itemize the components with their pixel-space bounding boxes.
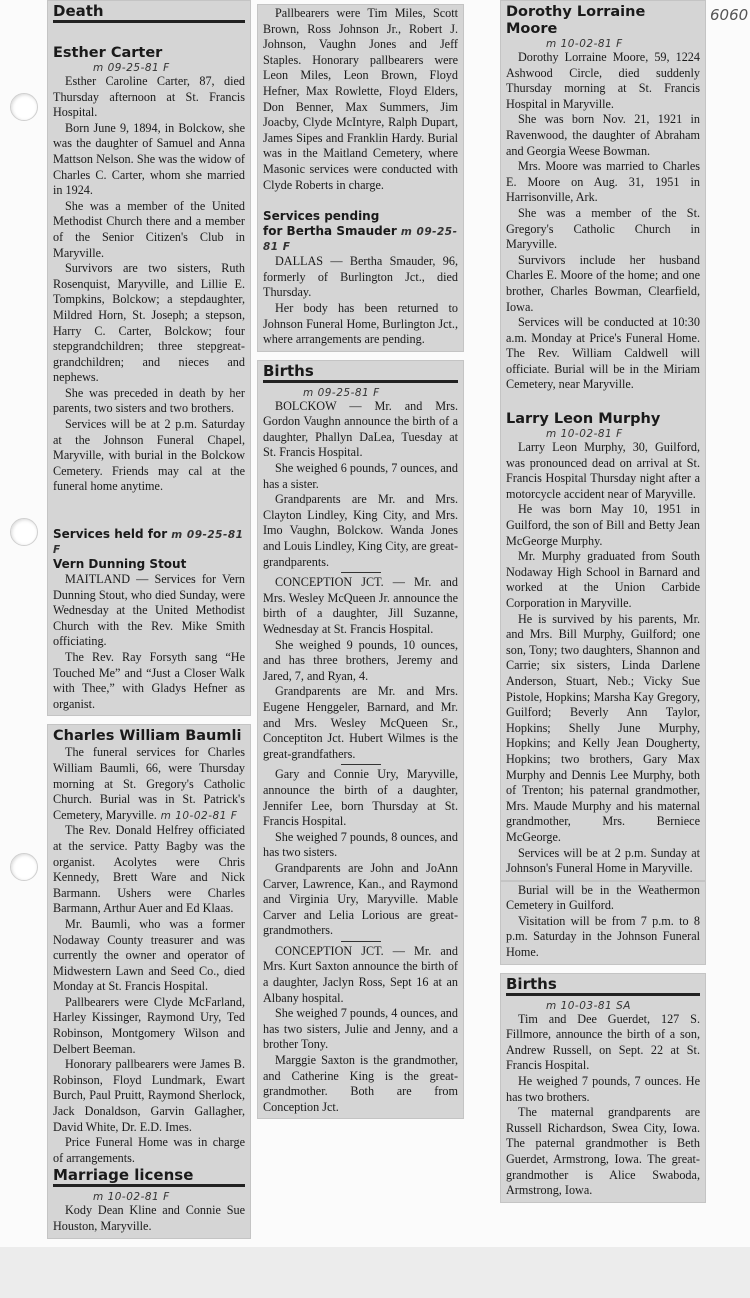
article-paragraph bbox=[263, 492, 458, 570]
article-paragraph bbox=[53, 386, 245, 417]
text: Births bbox=[263, 361, 314, 380]
section-header bbox=[506, 975, 700, 996]
text: Survivors are two sisters, Ruth Rosenquist, Maryville, and Lillie E. Tompkins, Bolckow; a stepdaughter, Mildred Horn, St. Joseph; a stepson, Harry C. Carter, Bolckow; four stepgrandchildren; three stepgreat-grandchildren; and nieces and nephews. bbox=[53, 261, 245, 385]
article-paragraph bbox=[53, 261, 245, 386]
punch-hole bbox=[10, 93, 38, 121]
text: She weighed 9 pounds, 10 ounces, and has three brothers, Jeremy and Jared, 7, and Ryan, 4. bbox=[263, 637, 458, 683]
text: Services will be conducted at 10:30 a.m. Monday at Price's Funeral Home. The Rev. William Caldwell will officiate. Burial will be in the Miriam Cemetery, near Maryville. bbox=[506, 315, 700, 392]
text: Her body has been returned to Johnson Funeral Home, Burlington Jct., where arrangements are pending. bbox=[263, 300, 458, 347]
obituary-title bbox=[53, 45, 245, 62]
separator-rule bbox=[341, 941, 381, 942]
clipping-stout-continued bbox=[257, 4, 464, 352]
article-paragraph bbox=[53, 1057, 245, 1135]
separator-rule bbox=[341, 572, 381, 573]
text: m 09-25-81 F bbox=[303, 386, 380, 399]
text: The funeral services for Charles William Baumli, 66, were Thursday morning at St. Gregory's Catholic Church. Burial was in St. Patrick's Cemetery, Maryville. bbox=[53, 745, 245, 822]
text: He weighed 7 pounds, 7 ounces. He has two brothers. bbox=[506, 1074, 700, 1104]
text: m 10-02-81 F bbox=[93, 1191, 170, 1204]
obituary-subhead bbox=[263, 209, 458, 224]
spacer bbox=[53, 511, 245, 527]
text: Burial will be in the Weathermon Cemetery in Guilford. bbox=[506, 882, 700, 913]
text: Honorary pallbearers were James B. Robinson, Floyd Lundmark, Ewart Burch, Paul Pruitt, Raymond Sherlock, Jack Donaldson, Garvin Gallagher, David White, Dr. E.D. Imes. bbox=[53, 1057, 245, 1134]
section-header bbox=[263, 362, 458, 383]
article-paragraph bbox=[53, 650, 245, 712]
obituary-subhead bbox=[53, 557, 245, 572]
text: m 10-02-81 F bbox=[546, 428, 623, 441]
text: Mr. Murphy graduated from South Nodaway High School in Barnard and worked at the Union Carbide Corporation in Maryville. bbox=[506, 549, 700, 610]
article-paragraph bbox=[506, 1105, 700, 1199]
text: She was a member of the St. Gregory's Catholic Church in Maryville. bbox=[506, 205, 700, 252]
text: Pallbearers were Clyde McFarland, Harley Kissinger, Raymond Ury, Ted Robinson, Montgomery Wilson and Delbert Beeman. bbox=[53, 994, 245, 1056]
text: Marriage license bbox=[53, 1166, 194, 1185]
text: Marggie Saxton is the grandmother, and Catherine King is the great-grandmother. Both are from Conception Jct. bbox=[263, 1053, 458, 1114]
separator-rule bbox=[341, 764, 381, 765]
middle-column bbox=[257, 0, 464, 1119]
article-paragraph bbox=[506, 914, 700, 961]
handwritten-note bbox=[506, 428, 700, 440]
text: He was born May 10, 1951 in Guilford, the son of Bill and Betty Jean McGeorge Murphy. bbox=[506, 502, 700, 548]
article-paragraph bbox=[53, 572, 245, 650]
text: Services held for bbox=[53, 527, 168, 542]
text: Services pending bbox=[263, 209, 380, 224]
text: Kody Dean Kline and Connie Sue Houston, Maryville. bbox=[53, 1203, 245, 1233]
punch-hole bbox=[10, 853, 38, 881]
article-paragraph bbox=[506, 612, 700, 846]
article-paragraph bbox=[506, 1074, 700, 1105]
article-paragraph bbox=[263, 575, 458, 637]
text: The maternal grandparents are Russell Richardson, Swea City, Iowa. The paternal grandmother is Beth Guerdet, Armstrong, Iowa. The great-grandmother is Alice Swaboda, Armstrong, Iowa. bbox=[506, 1105, 700, 1198]
text: The Rev. Donald Helfrey officiated at the service. Patty Bagby was the organist. Acolytes were Chris Kennedy, Brett Ware and Nick Barmann. Ushers were Charles Barmann, Arthur Auer and Ed Klaas. bbox=[53, 823, 245, 916]
handwritten-note: m 10-02-81 F bbox=[156, 809, 238, 822]
obituary-title bbox=[53, 728, 245, 745]
handwritten-note bbox=[506, 38, 700, 50]
page-bottom-band bbox=[0, 1247, 750, 1298]
text: DALLAS — Bertha Smauder, 96, formerly of Burlington Jct., died Thursday. bbox=[263, 254, 458, 300]
text: Gary and Connie Ury, Maryville, announce the birth of a daughter, Jennifer Lee, born Thursday at St. Francis Hospital. bbox=[263, 767, 458, 829]
text: Esther Caroline Carter, 87, died Thursday afternoon at St. Francis Hospital. bbox=[53, 74, 245, 120]
text: Mr. Baumli, who was a former Nodaway County treasurer and was currently the owner and operator of Midwestern Lawn and Seed Co., died Monday at St. Francis Hospital. bbox=[53, 916, 245, 994]
article-paragraph bbox=[53, 745, 245, 823]
article-paragraph bbox=[263, 1053, 458, 1115]
text: Dorothy Lorraine Moore bbox=[506, 4, 646, 37]
text: CONCEPTION JCT. — Mr. and Mrs. Kurt Saxton announce the birth of a daughter, Jaclyn Ross, Sept 16 at an Albany hospital. bbox=[263, 943, 458, 1005]
text: She weighed 7 pounds, 8 ounces, and has two sisters. bbox=[263, 829, 458, 860]
article-paragraph bbox=[53, 917, 245, 995]
handwritten-note: m 09-25-81 F bbox=[263, 226, 458, 254]
text: Mrs. Moore was married to Charles E. Moore on Aug. 31, 1951 in Harrisonville, Ark. bbox=[506, 159, 700, 205]
text: Services will be at 2 p.m. Saturday at the Johnson Funeral Chapel, Maryville, with burial in the Bolckow Cemetery. Friends may cal at the funeral home anytime. bbox=[53, 417, 245, 494]
text: Grandparents are Mr. and Mrs. Clayton Lindley, King City, and Mrs. Imo Vaughn, Bolckow. Wanda Jones and Louis Lindley, King City, are great-grandparents. bbox=[263, 492, 458, 569]
text: Visitation will be from 7 p.m. to 8 p.m. Saturday in the Johnson Funeral Home. bbox=[506, 913, 700, 960]
article-paragraph bbox=[263, 399, 458, 461]
text: She weighed 6 pounds, 7 ounces, and has a sister. bbox=[263, 461, 458, 491]
text: He is survived by his parents, Mr. and Mrs. Bill Murphy, Guilford; one son, Tony; two daughters, Shannon and Carrie; six sisters, Linda Darlene Anderson, Stuart, Neb.; Vicky Sue Pistole, Hopkins; Marsha Kay Gregory, Guilford; Beverly Ann Taylor, Hopkins; Shelly June Murphy, Hopkins; and Kelly Jean Dougherty, Hopkins; two brothers, Gary Max Murphy and Dennis Lee Murphy, both of Trenton; his paternal grandmother, Mrs. Maude Murphy and his maternal grandmother, Mrs. Berniece McGeorge. bbox=[506, 611, 700, 844]
text: MAITLAND — Services for Vern Dunning Stout, who died Sunday, were Wednesday at the United Methodist Church with the Rev. Mike Smith officiating. bbox=[53, 572, 245, 649]
obituary-title bbox=[506, 4, 700, 38]
article-paragraph bbox=[263, 1006, 458, 1053]
article-paragraph bbox=[506, 50, 700, 112]
clipping-murphy-continued bbox=[500, 881, 706, 965]
text: BOLCKOW — Mr. and Mrs. Gordon Vaughn announce the birth of a daughter, Phallyn DaLea, Tuesday at St. Francis Hospital. bbox=[263, 398, 458, 460]
section-header bbox=[53, 1166, 245, 1187]
article-paragraph bbox=[506, 549, 700, 611]
text: Price Funeral Home was in charge of arrangements. bbox=[53, 1135, 245, 1165]
article-paragraph bbox=[506, 1012, 700, 1074]
text: Grandparents are Mr. and Mrs. Eugene Henggeler, Barnard, and Mr. and Mrs. Wesley McQueen Sr., Conceptiton Jct. Hubert Wilmes is the great-grandfathers. bbox=[263, 684, 458, 761]
text: She was preceded in death by her parents, two sisters and two brothers. bbox=[53, 385, 245, 416]
text: CONCEPTION JCT. — Mr. and Mrs. Wesley McQueen Jr. announce the birth of a daughter, Jill Suzanne, Wednesday at St. Francis Hospital. bbox=[263, 575, 458, 636]
article-paragraph bbox=[53, 199, 245, 261]
article-paragraph bbox=[53, 74, 245, 121]
clipping-births-guerdet bbox=[500, 973, 706, 1203]
article-paragraph bbox=[506, 206, 700, 253]
clipping-births bbox=[257, 360, 464, 1120]
handwritten-note bbox=[53, 62, 245, 74]
article-paragraph bbox=[263, 6, 458, 193]
text: Charles William Baumli bbox=[53, 728, 242, 745]
article-paragraph bbox=[263, 461, 458, 492]
article-paragraph bbox=[506, 159, 700, 206]
text: m 10-02-81 F bbox=[546, 38, 623, 50]
article-paragraph bbox=[263, 944, 458, 1006]
text: Services will be at 2 p.m. Sunday at Johnson's Funeral Home in Maryville. bbox=[506, 845, 700, 876]
text: She weighed 7 pounds, 4 ounces, and has two sisters, Julie and Jenny, and a brother Tony. bbox=[263, 1006, 458, 1052]
article-paragraph bbox=[263, 830, 458, 861]
article-paragraph bbox=[506, 846, 700, 877]
punch-hole bbox=[10, 518, 38, 546]
text: m 09-25-81 F bbox=[93, 62, 170, 74]
text: Tim and Dee Guerdet, 127 S. Fillmore, announce the birth of a son, Andrew Russell, on Sept. 22 at St. Francis Hospital. bbox=[506, 1011, 700, 1073]
clipping-baumli bbox=[47, 724, 251, 1238]
article-paragraph bbox=[53, 995, 245, 1057]
text: Born June 9, 1894, in Bolckow, she was the daughter of Samuel and Anna Mattson Nelson. She was the widow of Charles C. Carter, whom she married in 1924. bbox=[53, 120, 245, 198]
article-paragraph bbox=[263, 861, 458, 939]
handwritten-note: m 09-25-81 F bbox=[53, 529, 244, 557]
article-paragraph bbox=[53, 1135, 245, 1166]
spacer bbox=[263, 193, 458, 209]
article-paragraph bbox=[263, 767, 458, 829]
text: Births bbox=[506, 974, 557, 993]
article-paragraph bbox=[263, 684, 458, 762]
right-column bbox=[500, 0, 706, 1203]
page-number: 6060 bbox=[710, 6, 749, 24]
text: She was born Nov. 21, 1921 in Ravenwood, the daughter of Abraham and Georgia Weese Bowman. bbox=[506, 112, 700, 158]
article-paragraph bbox=[506, 253, 700, 315]
text: for Bertha Smauder bbox=[263, 224, 397, 239]
spacer bbox=[506, 393, 700, 409]
article-paragraph bbox=[506, 112, 700, 159]
obituary-subhead bbox=[263, 224, 458, 254]
clipping-moore-murphy bbox=[500, 0, 706, 881]
text: Death bbox=[53, 2, 104, 20]
handwritten-note bbox=[506, 1000, 700, 1012]
text: She was a member of the United Methodist Church there and a member of the Senior Citizen's Club in Maryville. bbox=[53, 198, 245, 260]
article-paragraph bbox=[53, 417, 245, 495]
article-paragraph bbox=[506, 502, 700, 549]
text: Esther Carter bbox=[53, 45, 163, 61]
obituary-subhead bbox=[53, 527, 245, 557]
article-paragraph bbox=[263, 254, 458, 301]
article-paragraph bbox=[506, 883, 700, 914]
spacer bbox=[53, 27, 245, 43]
article-paragraph bbox=[53, 823, 245, 917]
text: Larry Leon Murphy bbox=[506, 411, 661, 428]
article-paragraph bbox=[263, 638, 458, 685]
text: Vern Dunning Stout bbox=[53, 557, 187, 572]
text: Larry Leon Murphy, 30, Guilford, was pronounced dead on arrival at St. Francis Hospital Thursday night after a motorcycle accident near of Maryville. bbox=[506, 440, 700, 501]
article-paragraph bbox=[506, 315, 700, 393]
text: m 10-03-81 SA bbox=[546, 999, 631, 1012]
section-header bbox=[53, 2, 245, 23]
article-paragraph bbox=[263, 301, 458, 348]
obituary-title bbox=[506, 411, 700, 428]
left-column bbox=[47, 0, 251, 1239]
text: Grandparents are John and JoAnn Carver, Lawrence, Kan., and Raymond and Virginia Ury, Maryville. Mable Carver and Lelia Lorious are great-grandmothers. bbox=[263, 860, 458, 938]
text: Survivors include her husband Charles E. Moore of the home; and one brother, Charles Bowman, Clearfield, Iowa. bbox=[506, 252, 700, 314]
text: Pallbearers were Tim Miles, Scott Brown, Ross Johnson Jr., Robert J. Johnson, Vaughn Jones and Jeff Staples. Honorary pallbearers were Leon Miles, Leon Brown, Floyd Hefner, Max Rowlette, Floyd Elders, Don Benner, Max Summers, Jim Joacby, Clyde McIntyre, Ralph Dupart, James Sipes and Franklin Hardy. Burial was in the Maitland Cemetery, where Masonic services were conducted with Clyde Roberts in charge. bbox=[263, 6, 458, 192]
handwritten-note bbox=[263, 387, 458, 399]
article-paragraph bbox=[53, 1203, 245, 1234]
article-paragraph bbox=[506, 440, 700, 502]
clipping-death bbox=[47, 0, 251, 716]
handwritten-note bbox=[53, 1191, 245, 1203]
text: The Rev. Ray Forsyth sang “He Touched Me” and “Just a Closer Walk with Thee,” with Gladys Hefner as organist. bbox=[53, 650, 245, 711]
spacer bbox=[53, 495, 245, 511]
article-paragraph bbox=[53, 121, 245, 199]
text: Dorothy Lorraine Moore, 59, 1224 Ashwood Circle, died suddenly Thursday morning at St. Francis Hospital in Maryville. bbox=[506, 50, 700, 111]
